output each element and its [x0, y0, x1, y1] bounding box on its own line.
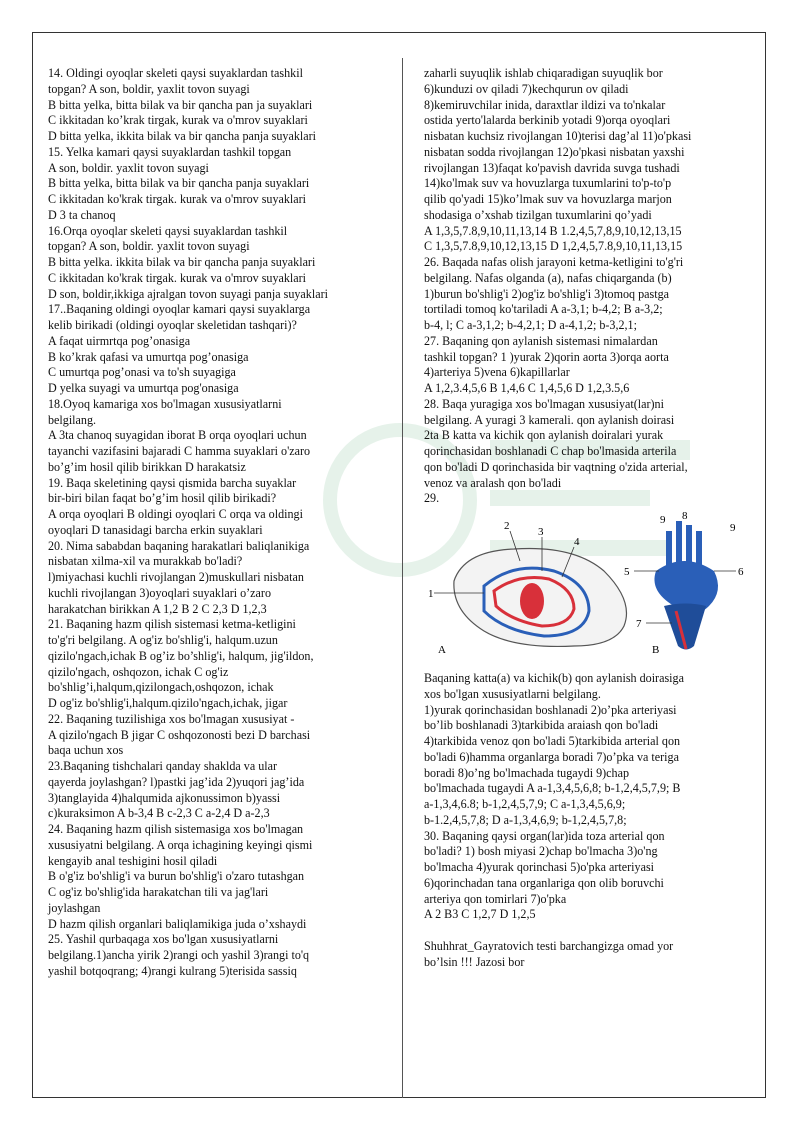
text-line: A qizilo'ngach B jigar C oshqozonosti bezi D barchasi: [48, 727, 311, 742]
text-line: C umurtqa pog’onasi va to'sh suyagiga: [48, 365, 236, 380]
text-line: belgilang.: [48, 412, 97, 427]
text-line: bo'ladi 6)hamma organlarga boradi 7)o’pka va teriga: [424, 749, 679, 764]
text-line: 23.Baqaning tishchalari qanday shaklda va ular: [48, 759, 278, 773]
text-line: A orqa oyoqlari B oldingi oyoqlari C orqa va oldingi: [48, 507, 303, 521]
text-line: 1)yurak qorinchasidan boshlanadi 2)o’pka arteriyasi: [424, 702, 677, 717]
text-line: c)kuraksimon A b-3,4 B c-2,3 C a-2,4 D a-2,3: [48, 806, 270, 821]
label-b: B: [652, 644, 660, 656]
text-line: bo’lib boshlanadi 3)tarkibida araiash qon bo'ladi: [424, 718, 659, 733]
text-line: kuchli rivojlangan 3)oyoqlari suyaklari o’zaro: [48, 585, 271, 600]
label-2: 2: [504, 520, 510, 532]
text-line: B bitta yelka, bitta bilak va bir qancha panja suyaklari: [48, 176, 310, 191]
text-line: bir-biri bilan faqat bo’g’im hosil qilib birikadi?: [48, 491, 277, 506]
text-line: topgan? A son, boldir. yaxlit tovon suyagi: [48, 239, 250, 254]
text-line: D 3 ta chanoq: [48, 207, 116, 222]
text-line: kengayib anal teshigini hosil qiladi: [48, 853, 218, 868]
text-line: 6)kunduzi ov qiladi 7)kechqurun ov qiladi: [424, 81, 629, 96]
text-line: qizilo'ngach,ichak B og’iz bo’shlig'i, halqum, jig'ildon,: [48, 648, 314, 663]
text-line: C og'iz bo'shlig'ida harakatchan tili va jag'lari: [48, 885, 269, 899]
text-line: venoz va aralash qon bo'ladi: [424, 475, 562, 490]
text-line: tortiladi tomoq ko'tariladi A a-3,1; b-4,2; B a-3,2;: [424, 302, 663, 317]
text-line: xos bo'lgan xususiyatlarni belgilang.: [424, 686, 601, 701]
text-line: belgilang.1)ancha yirik 2)rangi och yashil 3)rangi to'q: [48, 948, 310, 962]
label-a: A: [438, 644, 446, 656]
label-9-right: 9: [730, 522, 736, 534]
text-line: kelib birikadi (oldingi oyoqlar skeletidan tashqari)?: [48, 318, 297, 332]
text-line: boradi 8)o’ng bo'lmachada tugaydi 9)chap: [424, 765, 630, 780]
label-4: 4: [574, 536, 580, 548]
text-line: B bitta yelka, bitta bilak va bir qancha pan ja suyaklari: [48, 97, 313, 112]
label-7: 7: [636, 618, 642, 630]
text-line: A faqat uirmrtqa pog’onasiga: [48, 333, 191, 348]
text-line: D hazm qilish organlari baliqlamikiga juda o’xshaydi: [48, 916, 307, 931]
text-line: belgilang. Nafas olganda (a), nafas chiqarganda (b): [424, 270, 672, 285]
text-line: A 1,3,5,7.8,9,10,11,13,14 B 1.2,4,5,7,8,9,10,12,13,15: [424, 223, 682, 238]
text-line: D yelka suyagi va umurtqa pog'onasiga: [48, 381, 239, 395]
text-line: bo'shlig’i,halqum,qizilongach,oshqozon, ichak: [48, 680, 274, 695]
text-line: oyoqlari D tanasidagi barcha erkin suyaklari: [48, 522, 263, 537]
text-line: ostida yerto'lalarda berkinib yotadi 9)orqa oyoqlari: [424, 113, 671, 128]
text-line: 16.Orqa oyoqlar skeleti qaysi suyaklardan tashkil: [48, 223, 288, 238]
text-line: 24. Baqaning hazm qilish sistemasiga xos bo'lmagan: [48, 822, 304, 836]
text-line: 14)ko'lmak suv va hovuzlarga tuxumlarini to'p-to'p: [424, 176, 672, 191]
text-line: nisbatan kuchsiz rivojlangan 10)terisi dag’al 11)o'pkasi: [424, 129, 692, 143]
text-line: 20. Nima sababdan baqaning harakatlari baliqlanikiga: [48, 538, 310, 553]
text-line: Baqaning katta(a) va kichik(b) qon aylanish doirasiga: [424, 671, 684, 685]
text-line: qilib qo'yadi 15)ko’lmak suv va hovuzlarga marjon: [424, 192, 672, 206]
text-line: 18.Oyoq kamariga xos bo'lmagan xususiyatlarni: [48, 396, 282, 411]
footer-note: [424, 939, 754, 971]
text-line: a-1,3,4,6.8; b-1,2,4,5,7,9; C a-1,3,4,5,6,9;: [424, 797, 626, 811]
heart-diagram-b: [634, 521, 736, 650]
text-line: B ko’krak qafasi va umurtqa pog’onasiga: [48, 349, 249, 364]
text-line: 29.: [424, 491, 440, 506]
text-line: D og'iz bo'shlig'i,halqum.qizilo'ngach,ichak, jigar: [48, 696, 288, 710]
text-line: 2ta B katta va kichik qon aylanish doiralari yurak: [424, 428, 664, 443]
text-line: A 2 B3 C 1,2,7 D 1,2,5: [424, 907, 536, 922]
text-line: bo'lmacha 4)yurak qorinchasi 5)o'pka arteriyasi: [424, 860, 655, 874]
text-line: 1)burun bo'shlig'i 2)og'iz bo'shlig'i 3)tomoq pastga: [424, 286, 670, 301]
text-line: C ikkitadan ko’krak tirgak, kurak va o'mrov suyaklari: [48, 113, 308, 128]
right-column: [424, 66, 754, 971]
label-3: 3: [538, 526, 544, 538]
text-line: 14. Oldingi oyoqlar skeleti qaysi suyaklardan tashkil: [48, 66, 303, 80]
text-line: 28. Baqa yuragiga xos bo'lmagan xususiyat(lar)ni: [424, 396, 664, 411]
text-line: 4)tarkibida venoz qon bo'ladi 5)tarkibida arterial qon: [424, 734, 681, 748]
column-divider: [402, 58, 403, 1098]
text-line: D bitta yelka, ikkita bilak va bir qancha panja suyaklari: [48, 129, 316, 143]
text-line: l)miyachasi kuchli rivojlangan 2)muskullari nisbatan: [48, 570, 304, 584]
text-line: 26. Baqada nafas olish jarayoni ketma-ketligini to'g'ri: [424, 255, 684, 269]
right-column-top: [424, 66, 754, 507]
text-line: bo'lmachada tugaydi A a-1,3,4,5,6,8; b-1,2,4,5,7,9; B: [424, 781, 681, 796]
text-line: 22. Baqaning tuzilishiga xos bo'lmagan xususiyat -: [48, 711, 295, 726]
text-line: topgan? A son, boldir, yaxlit tovon suyagi: [48, 81, 250, 96]
text-line: qizilo'ngach, oshqozon, ichak C og'iz: [48, 664, 229, 679]
text-line: 25. Yashil qurbaqaga xos bo'lgan xususiyatlarni: [48, 932, 279, 947]
text-line: nisbatan xilma-xil va murakkab bo'ladi?: [48, 554, 243, 569]
text-line: tashkil topgan? 1 )yurak 2)qorin aorta 3)orqa aorta: [424, 349, 669, 364]
text-line: tayanchi vazifasini bajaradi C hamma suyaklari o'zaro: [48, 444, 311, 458]
text-line: C 1,3,5,7.8,9,10,12,13,15 D 1,2,4,5,7.8,9,10,11,13,15: [424, 239, 683, 254]
text-line: belgilang. A yuragi 3 kamerali. qon aylanish doirasi: [424, 412, 675, 427]
text-line: 27. Baqaning qon aylanish sistemasi nimalardan: [424, 333, 658, 348]
text-line: qayerda joylashgan? l)pastki jag’ida 2)yuqori jag’ida: [48, 774, 305, 789]
circulation-figure: [424, 511, 754, 661]
text-line: C ikkitadan ko'krak tirgak. kurak va o'mrov suyaklari: [48, 192, 307, 206]
text-line: 4)arteriya 5)vena 6)kapillarlar: [424, 365, 570, 380]
text-line: 8)kemiruvchilar inida, daraxtlar ildizi va to'nkalar: [424, 97, 666, 112]
text-line: joylashgan: [48, 900, 101, 915]
text-line: zaharli suyuqlik ishlab chiqaradigan suyuqlik bor: [424, 66, 663, 80]
text-line: A 1,2,3.4,5,6 B 1,4,6 C 1,4,5,6 D 1,2,3.5,6: [424, 381, 630, 395]
text-line: yashil botqoqrang; 4)rangi kulrang 5)terisida sassiq: [48, 963, 297, 978]
text-line: shodasiga o’xshab tizilgan tuxumlarini qo’yadi: [424, 207, 652, 222]
text-line: baqa uchun xos: [48, 743, 124, 758]
text-line: b-4, l; C a-3,1,2; b-4,2,1; D a-4,1,2; b-3,2,1;: [424, 318, 637, 332]
label-5: 5: [624, 566, 630, 578]
text-line: 6)qorinchadan tana organlariga qon olib boruvchi: [424, 875, 664, 890]
text-line: 19. Baqa skeletining qaysi qismida barcha suyaklar: [48, 475, 297, 490]
text-line: harakatchan birikkan A 1,2 B 2 C 2,3 D 1,2,3: [48, 601, 267, 616]
text-line: A son, boldir. yaxlit tovon suyagi: [48, 160, 209, 175]
text-line: 15. Yelka kamari qaysi suyaklardan tashkil topgan: [48, 144, 292, 159]
text-line: 3)tanglayida 4)halqumida ajkonussimon b)yassi: [48, 790, 281, 805]
label-1: 1: [428, 588, 434, 600]
text-line: B o'g'iz bo'shlig'i va burun bo'shlig'i o'zaro tutashgan: [48, 869, 305, 884]
footer-line: Shuhhrat_Gayratovich testi barchangizga omad yor: [424, 939, 674, 953]
right-column-bottom: [424, 671, 754, 923]
text-line: 21. Baqaning hazm qilish sistemasi ketma-ketligini: [48, 617, 296, 632]
text-line: B bitta yelka. ikkita bilak va bir qancha panja suyaklari: [48, 255, 316, 269]
text-line: bo’g’im hosil qilib birikkan D harakatsiz: [48, 459, 246, 474]
text-line: A 3ta chanoq suyagidan iborat B orqa oyoqlari uchun: [48, 428, 307, 443]
text-line: b-1.2,4,5,7,8; D a-1,3,4,6,9; b-1,2,4,5,7,8;: [424, 812, 627, 827]
label-9-left: 9: [660, 514, 666, 526]
text-line: qorinchasidan boshlanadi C chap bo'lmasida arterila: [424, 444, 677, 458]
text-line: C ikkitadan ko'krak tirgak. kurak va o'mrov suyaklari: [48, 270, 307, 285]
text-line: arteriya qon tomirlari 7)o'pka: [424, 891, 567, 906]
text-line: 30. Baqaning qaysi organ(lar)ida toza arterial qon: [424, 828, 665, 843]
text-line: rivojlangan 13)faqat ko'pavish davrida suvga tushadi: [424, 160, 680, 175]
frog-diagram-a: [434, 531, 627, 646]
label-8: 8: [682, 511, 688, 522]
text-line: xususiyatni belgilang. A orqa ichagining keyingi qismi: [48, 837, 313, 852]
text-line: nisbatan sodda rivojlangan 12)o'pkasi nisbatan yaxshi: [424, 144, 685, 159]
text-line: bo'ladi? 1) bosh miyasi 2)chap bo'lmacha 3)o'ng: [424, 844, 658, 859]
left-column: [48, 66, 392, 980]
text-line: D son, boldir,ikkiga ajralgan tovon suyagi panja suyaklari: [48, 286, 328, 301]
text-line: qon bo'ladi D qorinchasida bir vaqtning o'zida arterial,: [424, 459, 688, 474]
label-6: 6: [738, 566, 744, 578]
frog-circulation-diagram: [424, 511, 754, 661]
text-line: 17..Baqaning oldingi oyoqlar kamari qaysi suyaklarga: [48, 302, 311, 317]
text-line: to'g'ri belgilang. A og'iz bo'shlig'i, halqum.uzun: [48, 633, 278, 647]
footer-line: bo’lsin !!! Jazosi bor: [424, 954, 525, 969]
